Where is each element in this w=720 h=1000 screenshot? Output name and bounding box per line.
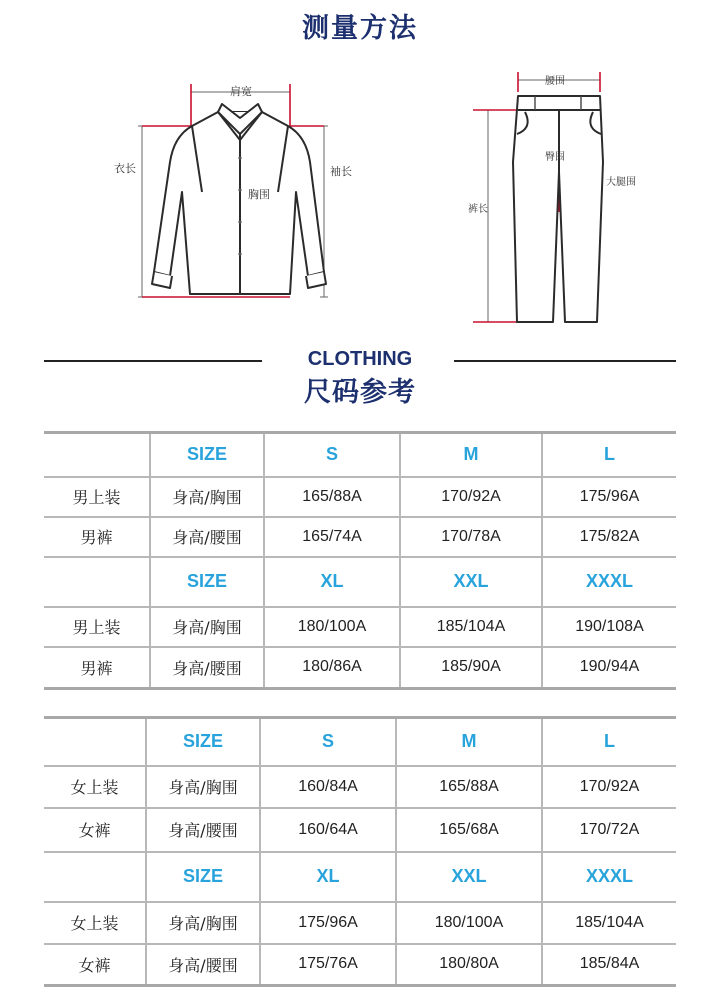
size-header-cell: XXXL: [542, 557, 676, 607]
category-cell: 男裤: [44, 517, 150, 557]
clothing-title-en: CLOTHING: [307, 348, 413, 370]
measure-type-cell: 身高/腰围: [146, 808, 260, 852]
value-cell: 185/104A: [400, 607, 542, 647]
chest-label: 胸围: [248, 188, 270, 201]
empty-cell: [44, 433, 150, 477]
category-cell: 男上装: [44, 477, 150, 517]
measure-type-cell: 身高/胸围: [150, 477, 264, 517]
size-header-row: [44, 433, 676, 477]
size-header-row: [44, 852, 676, 902]
category-cell: 女上装: [44, 902, 146, 944]
value-cell: 180/86A: [264, 647, 400, 689]
value-cell: 185/104A: [542, 902, 676, 944]
shirt-length-label: 衣长: [114, 162, 136, 175]
category-cell: 男裤: [44, 647, 150, 689]
measure-type-cell: 身高/腰围: [150, 517, 264, 557]
category-cell: 男上装: [44, 607, 150, 647]
sleeve-label: 袖长: [330, 165, 352, 178]
size-reference-title: 尺码参考: [304, 377, 416, 408]
table-row: [44, 808, 676, 852]
size-header-cell: XXXL: [542, 852, 676, 902]
size-header-cell: SIZE: [146, 718, 260, 766]
value-cell: 180/100A: [264, 607, 400, 647]
empty-cell: [44, 557, 150, 607]
size-header-cell: XL: [264, 557, 400, 607]
measure-type-cell: 身高/腰围: [146, 944, 260, 986]
size-header-row: [44, 718, 676, 766]
value-cell: 190/94A: [542, 647, 676, 689]
hip-label: 臀围: [545, 152, 565, 163]
measure-method-title: 测量方法: [302, 13, 418, 44]
table-row: [44, 607, 676, 647]
value-cell: 175/96A: [260, 902, 396, 944]
size-header-cell: S: [260, 718, 396, 766]
size-header-cell: M: [396, 718, 542, 766]
table-row: [44, 944, 676, 986]
size-header-cell: SIZE: [150, 433, 264, 477]
shoulder-label: 肩宽: [230, 85, 252, 98]
measure-type-cell: 身高/胸围: [150, 607, 264, 647]
size-header-cell: XL: [260, 852, 396, 902]
value-cell: 165/88A: [396, 766, 542, 808]
table-row: [44, 766, 676, 808]
empty-cell: [44, 852, 146, 902]
value-cell: 165/88A: [264, 477, 400, 517]
pants-length-label: 裤长: [468, 204, 488, 215]
value-cell: 160/84A: [260, 766, 396, 808]
men-size-table: [44, 431, 676, 690]
waist-label: 腰围: [545, 76, 565, 87]
table-row: [44, 902, 676, 944]
value-cell: 175/96A: [542, 477, 676, 517]
size-header-cell: SIZE: [146, 852, 260, 902]
table-row: [44, 647, 676, 689]
value-cell: 180/100A: [396, 902, 542, 944]
value-cell: 165/68A: [396, 808, 542, 852]
size-header-cell: M: [400, 433, 542, 477]
category-cell: 女裤: [44, 944, 146, 986]
value-cell: 185/84A: [542, 944, 676, 986]
size-header-cell: L: [542, 433, 676, 477]
size-header-row: [44, 557, 676, 607]
value-cell: 170/72A: [542, 808, 676, 852]
value-cell: 170/78A: [400, 517, 542, 557]
women-size-table: [44, 716, 676, 987]
value-cell: 175/82A: [542, 517, 676, 557]
measure-type-cell: 身高/胸围: [146, 902, 260, 944]
thigh-label: 大腿围: [606, 177, 636, 188]
value-cell: 185/90A: [400, 647, 542, 689]
size-header-cell: SIZE: [150, 557, 264, 607]
value-cell: 160/64A: [260, 808, 396, 852]
value-cell: 180/80A: [396, 944, 542, 986]
empty-cell: [44, 718, 146, 766]
clothing-section-header: [0, 340, 720, 410]
measurement-diagrams: [0, 62, 720, 332]
size-header-cell: L: [542, 718, 676, 766]
shirt-diagram: [110, 62, 490, 332]
value-cell: 175/76A: [260, 944, 396, 986]
value-cell: 165/74A: [264, 517, 400, 557]
table-row: [44, 477, 676, 517]
measure-type-cell: 身高/胸围: [146, 766, 260, 808]
size-header-cell: XXL: [396, 852, 542, 902]
value-cell: 190/108A: [542, 607, 676, 647]
category-cell: 女裤: [44, 808, 146, 852]
measure-type-cell: 身高/腰围: [150, 647, 264, 689]
size-header-cell: S: [264, 433, 400, 477]
category-cell: 女上装: [44, 766, 146, 808]
size-header-cell: XXL: [400, 557, 542, 607]
table-row: [44, 517, 676, 557]
pants-diagram: [455, 62, 695, 332]
value-cell: 170/92A: [542, 766, 676, 808]
value-cell: 170/92A: [400, 477, 542, 517]
